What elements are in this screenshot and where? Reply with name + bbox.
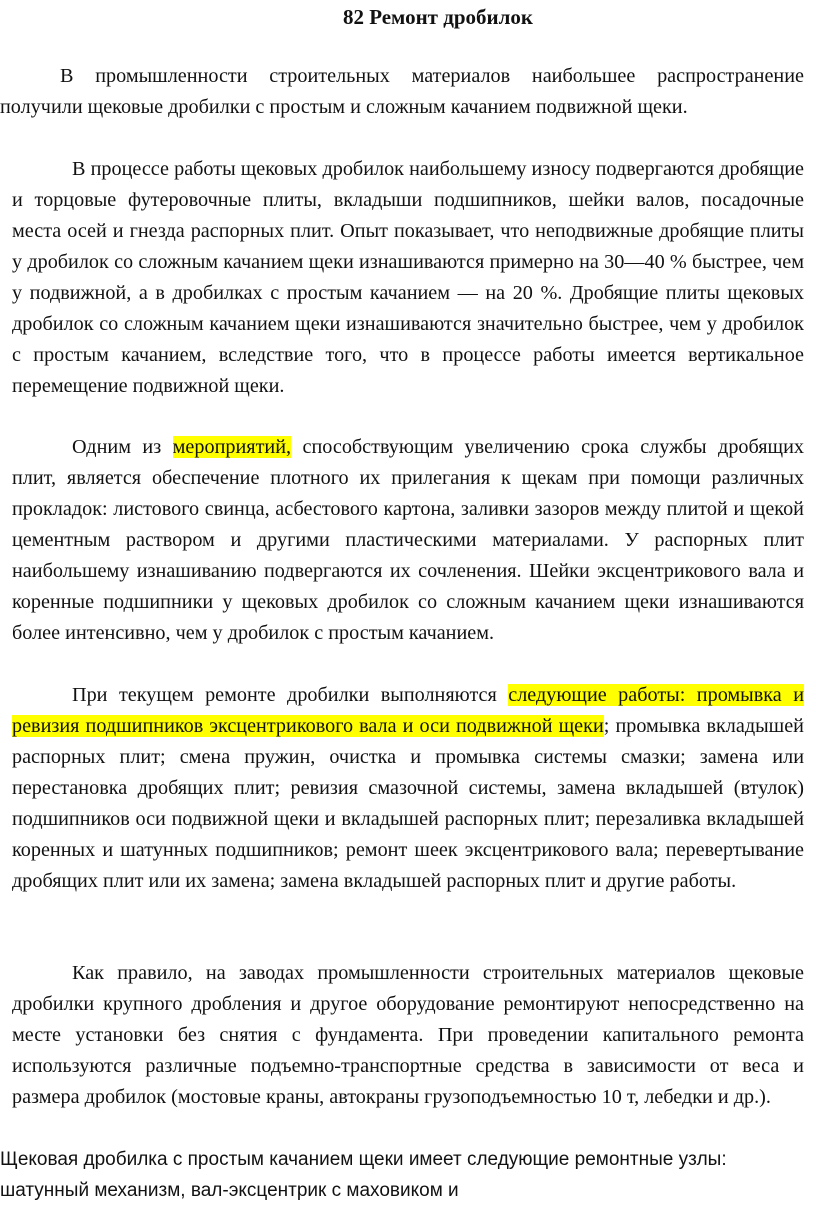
paragraph-intro: В промышленности строительных материалов наибольшее распространение получили щековые дробилки с простым и сложным качанием подвижной щеки. [0, 65, 804, 118]
text-segment: ; промывка вкладышей распорных плит; смена пружин, очистка и промывка системы смазки; замена или перестановка дробящих плит; ревизия смазочной системы, замена вкладышей (втулок) подшипников оси подвижной щеки и вкладышей распорных плит; перезаливка вкладышей коренных и шатунных подшипников; ремонт шеек эксцентрикового вала; перевертывание дробящих плит или их замена; замена вкладышей распорных плит и другие работы. [12, 715, 804, 892]
page-title: 82 Ремонт дробилок [342, 5, 534, 29]
text-segment: При текущем ремонте дробилки выполняются [72, 684, 509, 706]
paragraph-repair-units: Щековая дробилка с простым качанием щеки имеет следующие ремонтные узлы: шатунный механизм, вал-эксцентрик с маховиком и [0, 1149, 727, 1201]
paragraph-current-repair [12, 680, 804, 897]
paragraph-measures [12, 432, 804, 649]
highlighted-text: мероприятий, [172, 436, 292, 458]
paragraph-wear: В процессе работы щековых дробилок наибольшему износу подвергаются дробящие и торцовые футеровочные плиты, вкладыши подшипников, шейки валов, посадочные места осей и гнезда распорных плит. Опыт показывает, что неподвижные дробящие плиты у дробилок со сложным качанием щеки изнашиваются примерно на 30—40 % быстрее, чем у подвижной, а в дробилках с простым качанием — на 20 %. Дробящие плиты щековых дробилок со сложным качанием щеки изнашиваются значительно быстрее, чем у дробилок с простым качанием, вследствие того, что в процессе работы имеется вертикальное перемещение подвижной щеки. [12, 158, 804, 397]
text-segment: способствующим увеличению срока службы дробящих плит, является обеспечение плотного их прилегания к щекам при помощи различных прокладок: листового свинца, асбестового картона, заливки зазоров между плитой и щекой цементным раствором и другими пластическими материалами. У распорных плит наибольшему изнашиванию подвергаются их сочленения. Шейки эксцентрикового вала и коренные подшипники у щековых дробилок со сложным качанием щеки изнашиваются более интенсивно, чем у дробилок с простым качанием. [12, 436, 804, 644]
paragraph-capital-repair: Как правило, на заводах промышленности строительных материалов щековые дробилки крупного дробления и другое оборудование ремонтируют непосредственно на месте установки без снятия с фундамента. При проведении капитального ремонта используются различные подъемно-транспортные средства в зависимости от веса и размера дробилок (мостовые краны, автокраны грузоподъемностью 10 т, лебедки и др.). [12, 962, 804, 1108]
highlighted-text: следующие работы: промывка и ревизия подшипников эксцентрикового вала и оси подвижной щеки [12, 684, 805, 737]
text-segment: Одним из [72, 436, 173, 458]
